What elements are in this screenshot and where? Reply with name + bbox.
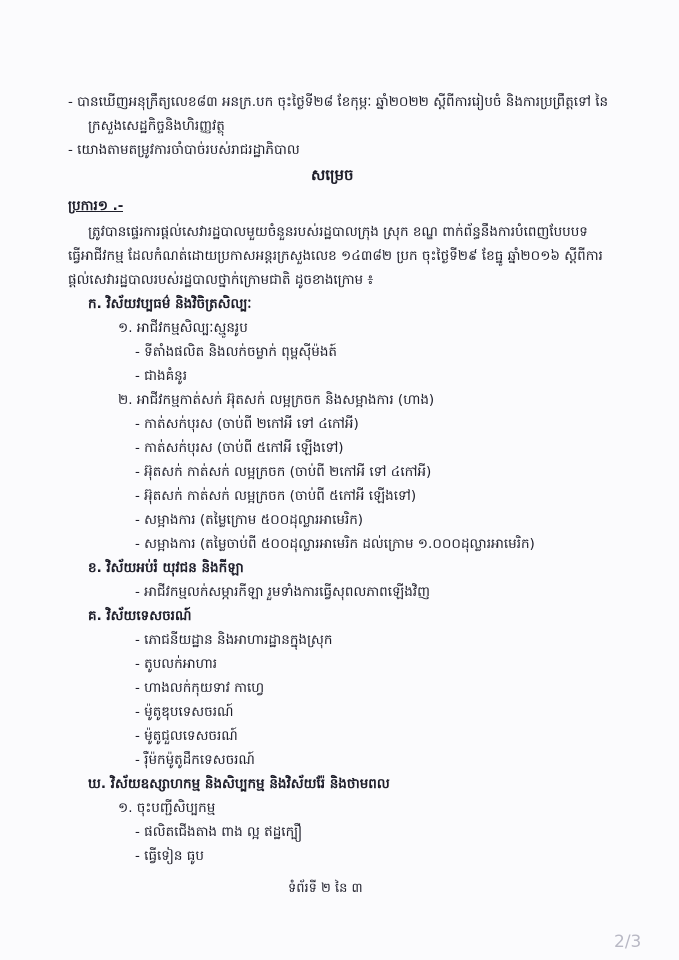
page-footer: ទំព័រទី ២ នៃ ៣ <box>288 881 363 896</box>
article-paragraph-line-3: ផ្តល់សេវារដ្ឋបាលរបស់រដ្ឋបាលថ្នាក់ក្រោមជាតិ ដូចខាងក្រោម ៖ <box>68 272 374 288</box>
preamble-line-2: - យោងតាមតម្រូវការចាំបាច់របស់រាជរដ្ឋាភិបាល <box>68 142 300 158</box>
list-item: - អាជីវកម្មលក់សម្ភារកីឡា រួមទាំងការធ្វើសុពលភាពឡើងវិញ <box>135 584 430 600</box>
list-item: - ទីតាំងផលិត និងលក់ចម្លាក់ ពុម្ពស៊ីម៉ងត៍ <box>135 344 337 360</box>
list-item: - តូបលក់អាហារ <box>135 656 218 672</box>
list-item: - ហាងលក់កុយទាវ កាហ្វេ <box>135 680 265 696</box>
list-item: - ធ្វើទៀន ធូប <box>135 848 204 864</box>
page-indicator: 2/3 <box>614 932 642 952</box>
list-item: - អ៊ុតសក់ កាត់សក់ លម្អក្រចក (ចាប់ពី ៥កៅអី ឡើងទៅ) <box>135 488 417 504</box>
section-heading-culture: ក. វិស័យវប្បធម៌ និងវិចិត្រសិល្បៈ <box>88 296 252 312</box>
list-item: - ផលិតជើងតាង ពាង ល្អ ឥដ្ឋក្បឿ <box>135 824 303 840</box>
article-paragraph-line-2: ធ្វើអាជីវកម្ម ដែលកំណត់ដោយប្រកាសអន្តរក្រសួងលេខ ១៤៣៨២ ប្រក ចុះថ្ងៃទី២៩ ខែធ្នូ ឆ្នាំ២០១៦ ស្តីពីការ <box>68 248 603 264</box>
list-item: - កាត់សក់បុរស (ចាប់ពី ៥កៅអី ឡើងទៅ) <box>135 440 344 456</box>
article-heading: ប្រការ១ .- <box>68 198 124 214</box>
list-item: - ជាងគំនូរ <box>135 368 188 384</box>
section-heading-industry: ឃ. វិស័យឧស្សាហកម្ម និងសិប្បកម្ម និងវិស័យរ៉ែ និងថាមពល <box>88 776 390 792</box>
list-item: ១. ចុះបញ្ជីសិប្បកម្ម <box>118 800 216 816</box>
list-item: - អ៊ុតសក់ កាត់សក់ លម្អក្រចក (ចាប់ពី ២កៅអី ទៅ ៤កៅអី) <box>135 464 432 480</box>
list-item: - កាត់សក់បុរស (ចាប់ពី ២កៅអី ទៅ ៤កៅអី) <box>135 416 359 432</box>
decision-title: សម្រេច <box>311 166 354 184</box>
article-paragraph-line-1: ត្រូវបានផ្ទេរការផ្តល់សេវារដ្ឋបាលមួយចំនួនរបស់រដ្ឋបាលក្រុង ស្រុក ខណ្ឌ ពាក់ព័ន្ធនឹងការបំពេញបែបបទ <box>88 224 588 240</box>
list-item: - រ៉ឺម៉កម៉ូតូដឹកទេសចរណ៍ <box>135 752 255 768</box>
list-item: ១. អាជីវកម្មសិល្បៈស្មូនរូប <box>118 320 248 336</box>
section-heading-tourism: គ. វិស័យទេសចរណ៍ <box>88 608 192 624</box>
section-heading-education: ខ. វិស័យអប់រំ យុវជន និងកីឡា <box>88 560 244 576</box>
preamble-line-1: - បានឃើញអនុក្រឹត្យលេខ៨៣ អនក្រ.បក ចុះថ្ងៃទី២៨ ខែកុម្ភៈ ឆ្នាំ២០២២ ស្តីពីការរៀបចំ និងការប្រព្រឹត្តទៅ នៃ <box>68 94 609 110</box>
preamble-line-1-cont: ក្រសួងសេដ្ឋកិច្ចនិងហិរញ្ញវត្ថុ <box>88 118 225 134</box>
list-item: - ម៉ូតូឌុបទេសចរណ៍ <box>135 704 234 720</box>
list-item: - ភោជនីយដ្ឋាន និងអាហារដ្ឋានក្នុងស្រុក <box>135 632 333 648</box>
list-item: - សម្អាងការ (តម្លៃចាប់ពី ៥០០ដុល្លារអាមេរិក ដល់ក្រោម ១.០០០ដុល្លារអាមេរិក) <box>135 536 535 552</box>
list-item: ២. អាជីវកម្មកាត់សក់ អ៊ុតសក់ លម្អក្រចក និងសម្អាងការ (ហាង) <box>118 392 435 408</box>
list-item: - សម្អាងការ (តម្លៃក្រោម ៥០០ដុល្លារអាមេរិក) <box>135 512 364 528</box>
list-item: - ម៉ូតូជួលទេសចរណ៍ <box>135 728 238 744</box>
